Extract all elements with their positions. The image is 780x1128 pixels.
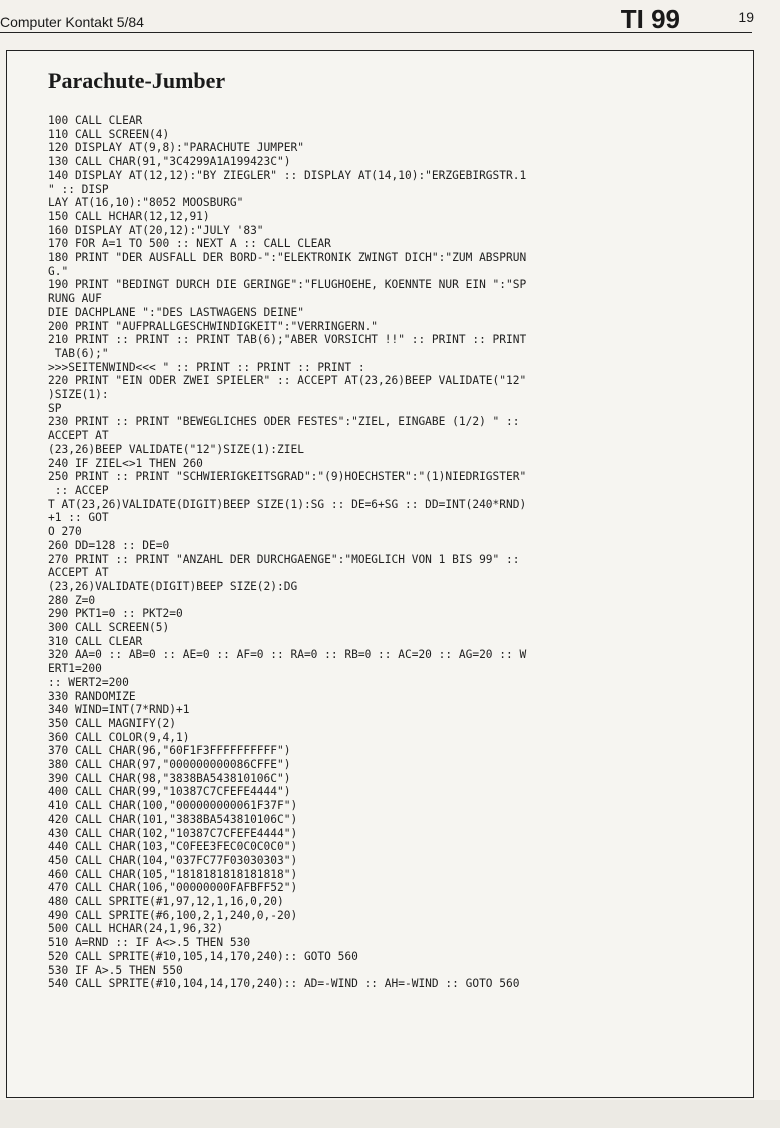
listing-line: 200 PRINT "AUFPRALLGESCHWINDIGKEIT":"VERRINGERN."	[48, 319, 379, 333]
listing-line: ERT1=200	[48, 662, 102, 676]
listing-line: 320 AA=0 :: AB=0 :: AE=0 :: AF=0 :: RA=0 :: RB=0 :: AC=20 :: AG=20 :: W	[48, 648, 527, 662]
listing-line: 540 CALL SPRITE(#10,104,14,170,240):: AD=-WIND :: AH=-WIND :: GOTO 560	[48, 977, 520, 991]
listing-line: 290 PKT1=0 :: PKT2=0	[48, 607, 183, 621]
listing-line: LAY AT(16,10):"8052 MOOSBURG"	[48, 196, 244, 210]
header-rule	[0, 32, 752, 33]
listing-line: 180 PRINT "DER AUSFALL DER BORD-":"ELEKTRONIK ZWINGT DICH":"ZUM ABSPRUN	[48, 251, 527, 265]
listing-line: 330 RANDOMIZE	[48, 689, 136, 703]
listing-line: 380 CALL CHAR(97,"000000000086CFFE")	[48, 758, 291, 772]
program-listing	[48, 114, 738, 991]
listing-line: 150 CALL HCHAR(12,12,91)	[48, 209, 210, 223]
listing-line: 230 PRINT :: PRINT "BEWEGLICHES ODER FESTES":"ZIEL, EINGABE (1/2) " ::	[48, 415, 520, 429]
listing-line: 110 CALL SCREEN(4)	[48, 127, 170, 141]
listing-line: 190 PRINT "BEDINGT DURCH DIE GERINGE":"FLUGHOEHE, KOENNTE NUR EIN ":"SP	[48, 278, 527, 292]
magazine-issue: Computer Kontakt 5/84	[0, 14, 144, 30]
listing-line: 220 PRINT "EIN ODER ZWEI SPIELER" :: ACCEPT AT(23,26)BEEP VALIDATE("12"	[48, 374, 527, 388]
listing-line: 270 PRINT :: PRINT "ANZAHL DER DURCHGAENGE":"MOEGLICH VON 1 BIS 99" ::	[48, 552, 520, 566]
listing-line: O 270	[48, 525, 82, 539]
listing-line: :: WERT2=200	[48, 675, 129, 689]
listing-line: 120 DISPLAY AT(9,8):"PARACHUTE JUMPER"	[48, 141, 304, 155]
listing-line: 440 CALL CHAR(103,"C0FEE3FEC0C0C0C0")	[48, 840, 298, 854]
listing-line: 300 CALL SCREEN(5)	[48, 621, 170, 635]
listing-line: 310 CALL CLEAR	[48, 634, 143, 648]
listing-line: 430 CALL CHAR(102,"10387C7CFEFE4444")	[48, 826, 298, 840]
listing-line: RUNG AUF	[48, 292, 102, 306]
listing-line: 390 CALL CHAR(98,"3838BA543810106C")	[48, 771, 291, 785]
listing-line: 340 WIND=INT(7*RND)+1	[48, 703, 190, 717]
listing-line: 530 IF A>.5 THEN 550	[48, 963, 183, 977]
section-title: TI 99	[620, 4, 680, 34]
article-title: Parachute-Jumber	[48, 68, 226, 93]
listing-line: 130 CALL CHAR(91,"3C4299A1A199423C")	[48, 155, 291, 169]
listing-line: 400 CALL CHAR(99,"10387C7CFEFE4444")	[48, 785, 291, 799]
listing-line: 410 CALL CHAR(100,"000000000061F37F")	[48, 799, 298, 813]
listing-line: 420 CALL CHAR(101,"3838BA543810106C")	[48, 812, 298, 826]
page-header	[0, 0, 780, 34]
listing-line: 460 CALL CHAR(105,"1818181818181818")	[48, 867, 298, 881]
listing-line: 470 CALL CHAR(106,"00000000FAFBFF52")	[48, 881, 298, 895]
listing-line: 510 A=RND :: IF A<>.5 THEN 530	[48, 936, 251, 950]
page-bottom-margin	[0, 1100, 780, 1128]
listing-line: DIE DACHPLANE ":"DES LASTWAGENS DEINE"	[48, 305, 304, 319]
listing-line: 140 DISPLAY AT(12,12):"BY ZIEGLER" :: DISPLAY AT(14,10):"ERZGEBIRGSTR.1	[48, 168, 527, 182]
listing-line: :: ACCEP	[48, 483, 109, 497]
listing-line: G."	[48, 264, 69, 278]
listing-line: 260 DD=128 :: DE=0	[48, 538, 170, 552]
page-number: 19	[738, 9, 754, 25]
listing-line: " :: DISP	[48, 182, 109, 196]
listing-line: 520 CALL SPRITE(#10,105,14,170,240):: GOTO 560	[48, 949, 358, 963]
listing-line: 350 CALL MAGNIFY(2)	[48, 716, 176, 730]
listing-line: 210 PRINT :: PRINT :: PRINT TAB(6);"ABER VORSICHT !!" :: PRINT :: PRINT	[48, 333, 527, 347]
listing-line: 250 PRINT :: PRINT "SCHWIERIGKEITSGRAD":"(9)HOECHSTER":"(1)NIEDRIGSTER"	[48, 470, 527, 484]
listing-line: (23,26)VALIDATE(DIGIT)BEEP SIZE(2):DG	[48, 579, 298, 593]
listing-line: 160 DISPLAY AT(20,12):"JULY '83"	[48, 223, 264, 237]
listing-line: (23,26)BEEP VALIDATE("12")SIZE(1):ZIEL	[48, 442, 304, 456]
listing-line: 500 CALL HCHAR(24,1,96,32)	[48, 922, 224, 936]
listing-line: 170 FOR A=1 TO 500 :: NEXT A :: CALL CLEAR	[48, 237, 331, 251]
listing-line: TAB(6);"	[48, 346, 109, 360]
listing-line: T AT(23,26)VALIDATE(DIGIT)BEEP SIZE(1):SG :: DE=6+SG :: DD=INT(240*RND)	[48, 497, 527, 511]
listing-line: 360 CALL COLOR(9,4,1)	[48, 730, 190, 744]
listing-line: 450 CALL CHAR(104,"037FC77F03030303")	[48, 853, 298, 867]
listing-line: )SIZE(1):	[48, 388, 109, 402]
listing-line: 370 CALL CHAR(96,"60F1F3FFFFFFFFFF")	[48, 744, 291, 758]
listing-line: >>>SEITENWIND<<< " :: PRINT :: PRINT :: PRINT :	[48, 360, 365, 374]
listing-line: +1 :: GOT	[48, 511, 109, 525]
listing-line: 100 CALL CLEAR	[48, 114, 143, 127]
listing-line: ACCEPT AT	[48, 566, 109, 580]
listing-line: SP	[48, 401, 62, 415]
listing-line: 490 CALL SPRITE(#6,100,2,1,240,0,-20)	[48, 908, 298, 922]
listing-line: 480 CALL SPRITE(#1,97,12,1,16,0,20)	[48, 895, 284, 909]
listing-line: ACCEPT AT	[48, 429, 109, 443]
listing-line: 240 IF ZIEL<>1 THEN 260	[48, 456, 203, 470]
listing-line: 280 Z=0	[48, 593, 96, 607]
